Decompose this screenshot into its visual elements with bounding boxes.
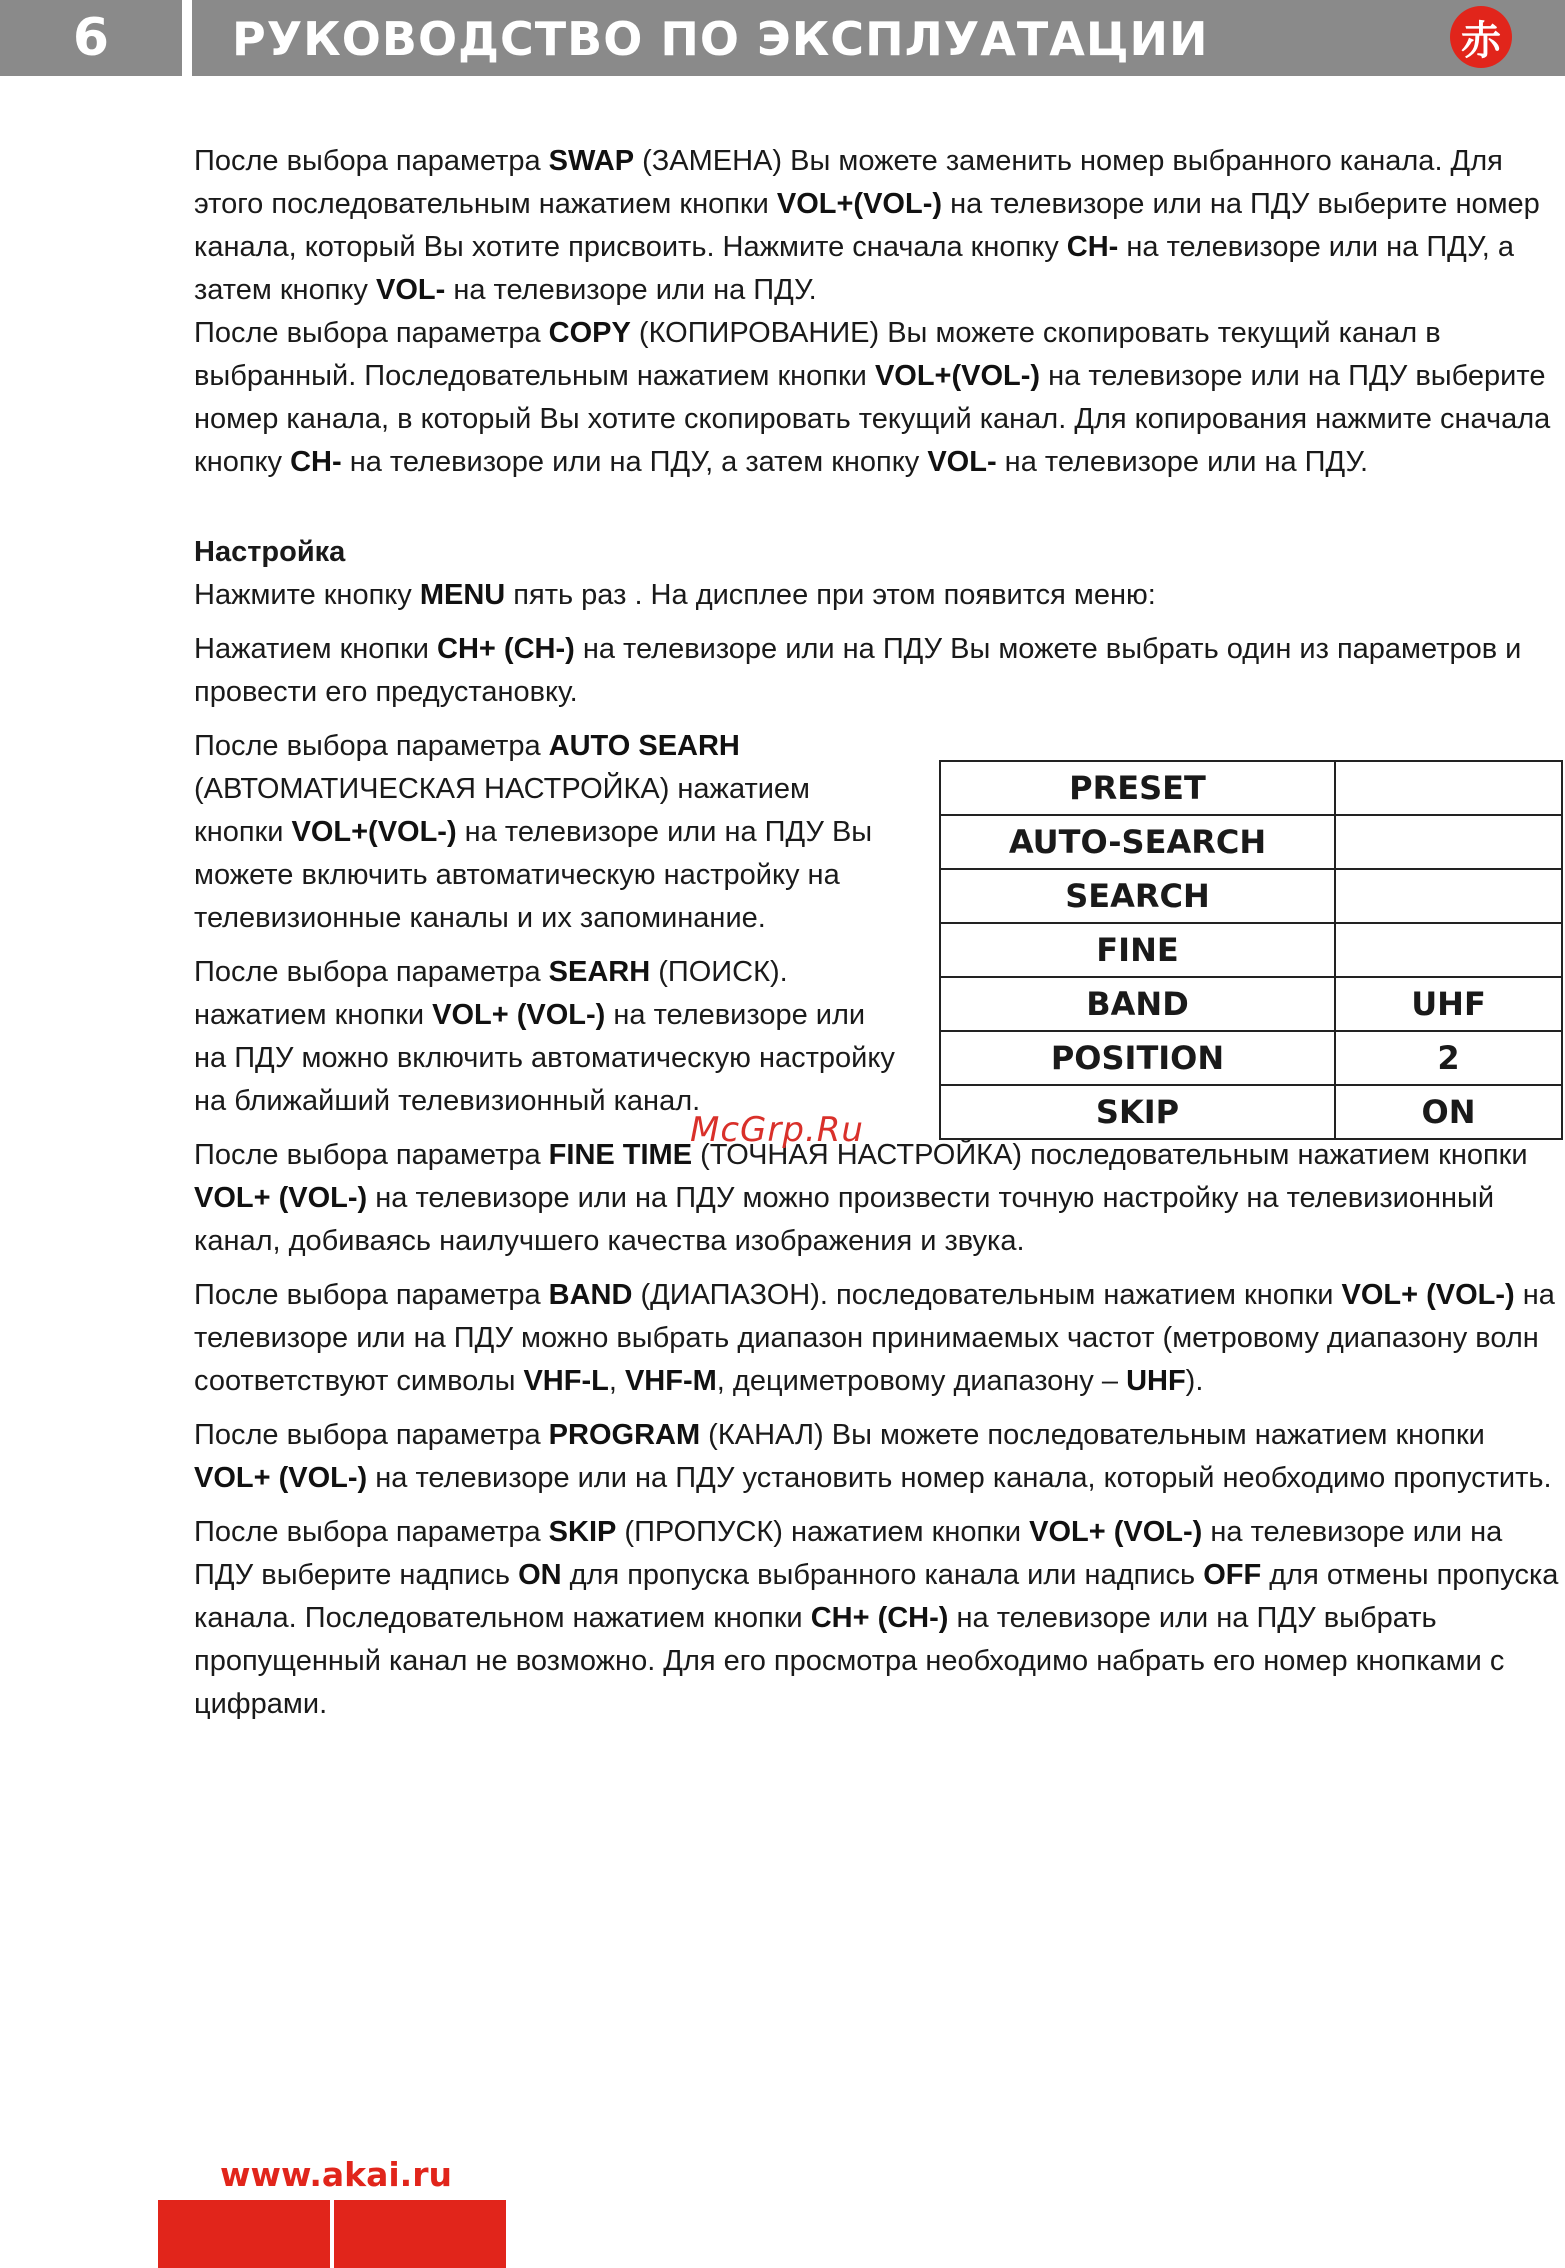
table-row [940,1085,1562,1139]
menu-value [1335,869,1562,923]
section-heading: Настройка [194,536,346,568]
menu-label: SEARCH [940,869,1335,923]
footer-divider [330,2200,334,2268]
narrow-column [194,725,904,1123]
table-row [940,869,1562,923]
menu-label: BAND [940,977,1335,1031]
menu-label: SKIP [940,1085,1335,1139]
paragraph-ch-select: Нажатием кнопки CH+ (CH-) на телевизоре или на ПДУ Вы можете выбрать один из параметров и провести его предустановку. [194,633,1522,708]
page-header [0,0,1565,76]
footer-url-link[interactable]: www.akai.ru [220,2155,452,2194]
menu-label: POSITION [940,1031,1335,1085]
paragraph-copy: После выбора параметра COPY (КОПИРОВАНИЕ) Вы можете скопировать текущий канал в выбранный. Последовательным нажатием кнопки VOL+(VOL-) на телевизоре или на ПДУ выберите номер канала, в который Вы хотите скопировать текущий канал. Для копирования нажмите сначала кнопку CH- на телевизоре или на ПДУ, а затем кнопку VOL- на телевизоре или на ПДУ. [194,317,1551,478]
watermark: McGrp.Ru [690,1110,864,1150]
paragraph-band: После выбора параметра BAND (ДИАПАЗОН). последовательным нажатием кнопки VOL+ (VOL-) на телевизоре или на ПДУ можно выбрать диапазон принимаемых частот (метровому диапазону волн соответствуют символы VHF-L, VHF-M, дециметровому диапазону – UHF). [194,1279,1555,1397]
table-row [940,761,1562,815]
upper-text [194,140,1564,484]
table-row [940,977,1562,1031]
menu-value: UHF [1335,977,1562,1031]
page-number: 6 [0,0,182,76]
menu-value [1335,815,1562,869]
menu-value: 2 [1335,1031,1562,1085]
menu-label: PRESET [940,761,1335,815]
table-row [940,1031,1562,1085]
paragraph-search: После выбора параметра SEARH (ПОИСК). нажатием кнопки VOL+ (VOL-) на телевизоре или на ПДУ можно включить автоматическую настройку на ближайший телевизионный канал. [194,956,895,1117]
paragraph-program: После выбора параметра PROGRAM (КАНАЛ) Вы можете последовательным нажатием кнопки VOL+ (VOL-) на телевизоре или на ПДУ установить номер канала, который необходимо пропустить. [194,1419,1552,1494]
table-row [940,923,1562,977]
paragraph-auto-search: После выбора параметра AUTO SEARH (АВТОМАТИЧЕСКАЯ НАСТРОЙКА) нажатием кнопки VOL+(VOL-) на телевизоре или на ПДУ Вы можете включить автоматическую настройку на телевизионные каналы и их запоминание. [194,730,873,934]
akai-logo-icon: 赤 [1450,6,1512,68]
paragraph-fine: После выбора параметра FINE TIME (ТОЧНАЯ НАСТРОЙКА) последовательным нажатием кнопки VOL+ (VOL-) на телевизоре или на ПДУ можно произвести точную настройку на телевизионный канал, добиваясь наилучшего качества изображения и звука. [194,1139,1528,1257]
preset-menu-table [939,760,1563,1140]
paragraph-swap: После выбора параметра SWAP (ЗАМЕНА) Вы можете заменить номер выбранного канала. Для этого последовательным нажатием кнопки VOL+(VOL-) на телевизоре или на ПДУ выберите номер канала, который Вы хотите присвоить. Нажмите сначала кнопку CH- на телевизоре или на ПДУ, а затем кнопку VOL- на телевизоре или на ПДУ. [194,145,1540,306]
menu-value [1335,761,1562,815]
menu-label: FINE [940,923,1335,977]
menu-value: ON [1335,1085,1562,1139]
menu-label: AUTO-SEARCH [940,815,1335,869]
page-title: РУКОВОДСТВО ПО ЭКСПЛУАТАЦИИ [232,12,1209,66]
table-row [940,815,1562,869]
menu-value [1335,923,1562,977]
paragraph-skip: После выбора параметра SKIP (ПРОПУСК) нажатием кнопки VOL+ (VOL-) на телевизоре или на ПДУ выберите надпись ON для пропуска выбранного канала или надпись OFF для отмены пропуска канала. Последовательном нажатием кнопки CH+ (CH-) на телевизоре или на ПДУ выбрать пропущенный канал не возможно. Для его просмотра необходимо набрать его номер кнопками с цифрами. [194,1516,1559,1720]
paragraph-menu: Нажмите кнопку MENU пять раз . На дисплее при этом появится меню: [194,579,1156,611]
title-bar [192,0,1565,76]
